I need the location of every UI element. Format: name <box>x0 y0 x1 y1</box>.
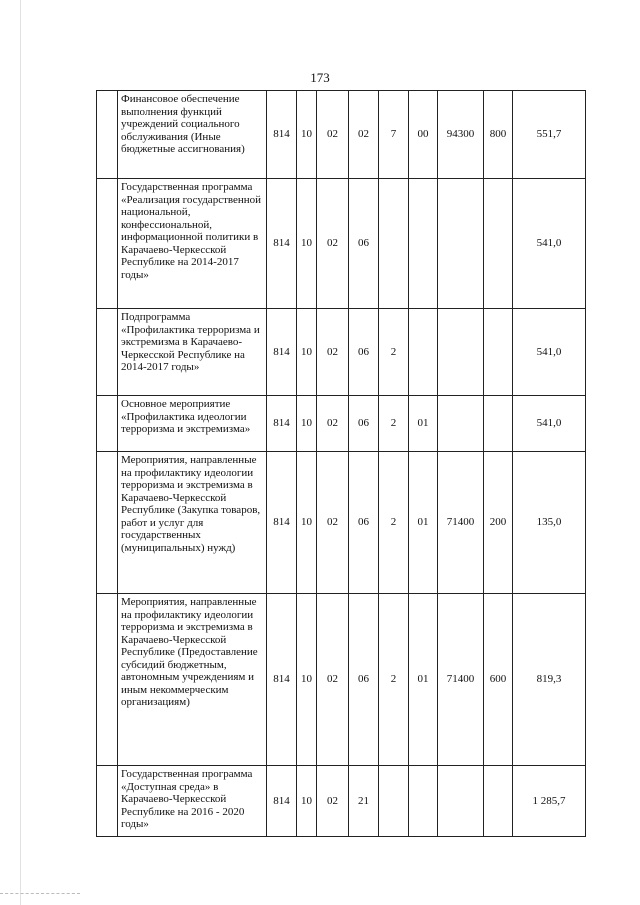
row-code-cell: 2 <box>379 309 409 396</box>
budget-table <box>96 90 586 837</box>
row-code-cell: 814 <box>267 396 297 452</box>
row-code-cell: 200 <box>484 452 513 594</box>
row-code-cell: 10 <box>297 452 317 594</box>
row-code-cell: 10 <box>297 594 317 766</box>
row-code-cell: 02 <box>317 594 349 766</box>
row-name-cell: Подпрограмма «Профилактика терроризма и экстремизма в Карачаево-Черкесской Республике на 2014-2017 годы» <box>118 309 267 396</box>
row-code-cell: 2 <box>379 396 409 452</box>
row-code-cell: 01 <box>409 452 438 594</box>
row-name-cell: Финансовое обеспечение выполнения функций учреждений социального обслуживания (Иные бюджетные ассигнования) <box>118 91 267 179</box>
row-code-cell: 814 <box>267 594 297 766</box>
row-code-cell <box>438 179 484 309</box>
row-code-cell <box>409 179 438 309</box>
table-body <box>97 91 586 837</box>
row-code-cell <box>484 309 513 396</box>
row-blank-cell <box>97 396 118 452</box>
table-row <box>97 179 586 309</box>
row-amount-cell: 135,0 <box>513 452 586 594</box>
row-code-cell: 814 <box>267 91 297 179</box>
row-name-cell: Мероприятия, направленные на профилактику идеологии терроризма и экстремизма в Карачаево-Черкесской Республике (Закупка товаров, работ и услуг для государственных (муниципальных) нужд) <box>118 452 267 594</box>
row-code-cell: 814 <box>267 309 297 396</box>
row-blank-cell <box>97 452 118 594</box>
row-amount-cell: 541,0 <box>513 396 586 452</box>
row-code-cell: 7 <box>379 91 409 179</box>
row-code-cell: 02 <box>349 91 379 179</box>
row-code-cell: 02 <box>317 766 349 837</box>
row-code-cell: 06 <box>349 396 379 452</box>
scan-margin-line <box>20 0 21 905</box>
row-code-cell: 814 <box>267 452 297 594</box>
table-row <box>97 452 586 594</box>
row-code-cell: 600 <box>484 594 513 766</box>
row-code-cell <box>484 396 513 452</box>
row-code-cell <box>484 766 513 837</box>
row-code-cell <box>379 179 409 309</box>
row-code-cell <box>484 179 513 309</box>
row-code-cell <box>409 766 438 837</box>
row-code-cell <box>438 766 484 837</box>
row-code-cell: 10 <box>297 91 317 179</box>
row-name-cell: Государственная программа «Реализация государственной национальной, конфессиональной, информационной политики в Карачаево-Черкесской Республике на 2014-2017 годы» <box>118 179 267 309</box>
row-blank-cell <box>97 594 118 766</box>
row-amount-cell: 541,0 <box>513 179 586 309</box>
row-code-cell <box>379 766 409 837</box>
row-code-cell: 10 <box>297 179 317 309</box>
row-code-cell: 814 <box>267 179 297 309</box>
row-name-cell: Мероприятия, направленные на профилактику идеологии терроризма и экстремизма в Карачаево-Черкесской Республике (Предоставление субсидий бюджетным, автономным учреждениям и иным некоммерческим организациям) <box>118 594 267 766</box>
row-amount-cell: 541,0 <box>513 309 586 396</box>
row-code-cell: 02 <box>317 91 349 179</box>
row-code-cell: 01 <box>409 594 438 766</box>
row-code-cell: 2 <box>379 594 409 766</box>
table-row <box>97 766 586 837</box>
row-code-cell: 06 <box>349 309 379 396</box>
row-amount-cell: 551,7 <box>513 91 586 179</box>
row-code-cell: 71400 <box>438 594 484 766</box>
row-code-cell: 01 <box>409 396 438 452</box>
row-blank-cell <box>97 179 118 309</box>
row-code-cell <box>438 396 484 452</box>
row-name-cell: Государственная программа «Доступная среда» в Карачаево-Черкесской Республике на 2016 - 2020 годы» <box>118 766 267 837</box>
row-blank-cell <box>97 91 118 179</box>
row-code-cell: 2 <box>379 452 409 594</box>
row-code-cell: 10 <box>297 309 317 396</box>
row-code-cell: 06 <box>349 452 379 594</box>
row-blank-cell <box>97 766 118 837</box>
row-code-cell <box>409 309 438 396</box>
page-number: 173 <box>310 70 330 85</box>
row-code-cell: 00 <box>409 91 438 179</box>
row-code-cell: 06 <box>349 594 379 766</box>
row-code-cell: 02 <box>317 309 349 396</box>
row-amount-cell: 819,3 <box>513 594 586 766</box>
row-code-cell: 94300 <box>438 91 484 179</box>
scan-edge-mark <box>0 893 80 896</box>
row-code-cell: 02 <box>317 396 349 452</box>
row-amount-cell: 1 285,7 <box>513 766 586 837</box>
row-code-cell: 800 <box>484 91 513 179</box>
table-row <box>97 594 586 766</box>
row-name-cell: Основное мероприятие «Профилактика идеологии терроризма и экстремизма» <box>118 396 267 452</box>
table-row <box>97 91 586 179</box>
row-code-cell: 02 <box>317 452 349 594</box>
row-code-cell: 10 <box>297 396 317 452</box>
row-code-cell: 21 <box>349 766 379 837</box>
row-code-cell: 10 <box>297 766 317 837</box>
table-row <box>97 309 586 396</box>
table-row <box>97 396 586 452</box>
row-code-cell: 06 <box>349 179 379 309</box>
row-code-cell: 71400 <box>438 452 484 594</box>
row-code-cell <box>438 309 484 396</box>
row-blank-cell <box>97 309 118 396</box>
row-code-cell: 02 <box>317 179 349 309</box>
row-code-cell: 814 <box>267 766 297 837</box>
